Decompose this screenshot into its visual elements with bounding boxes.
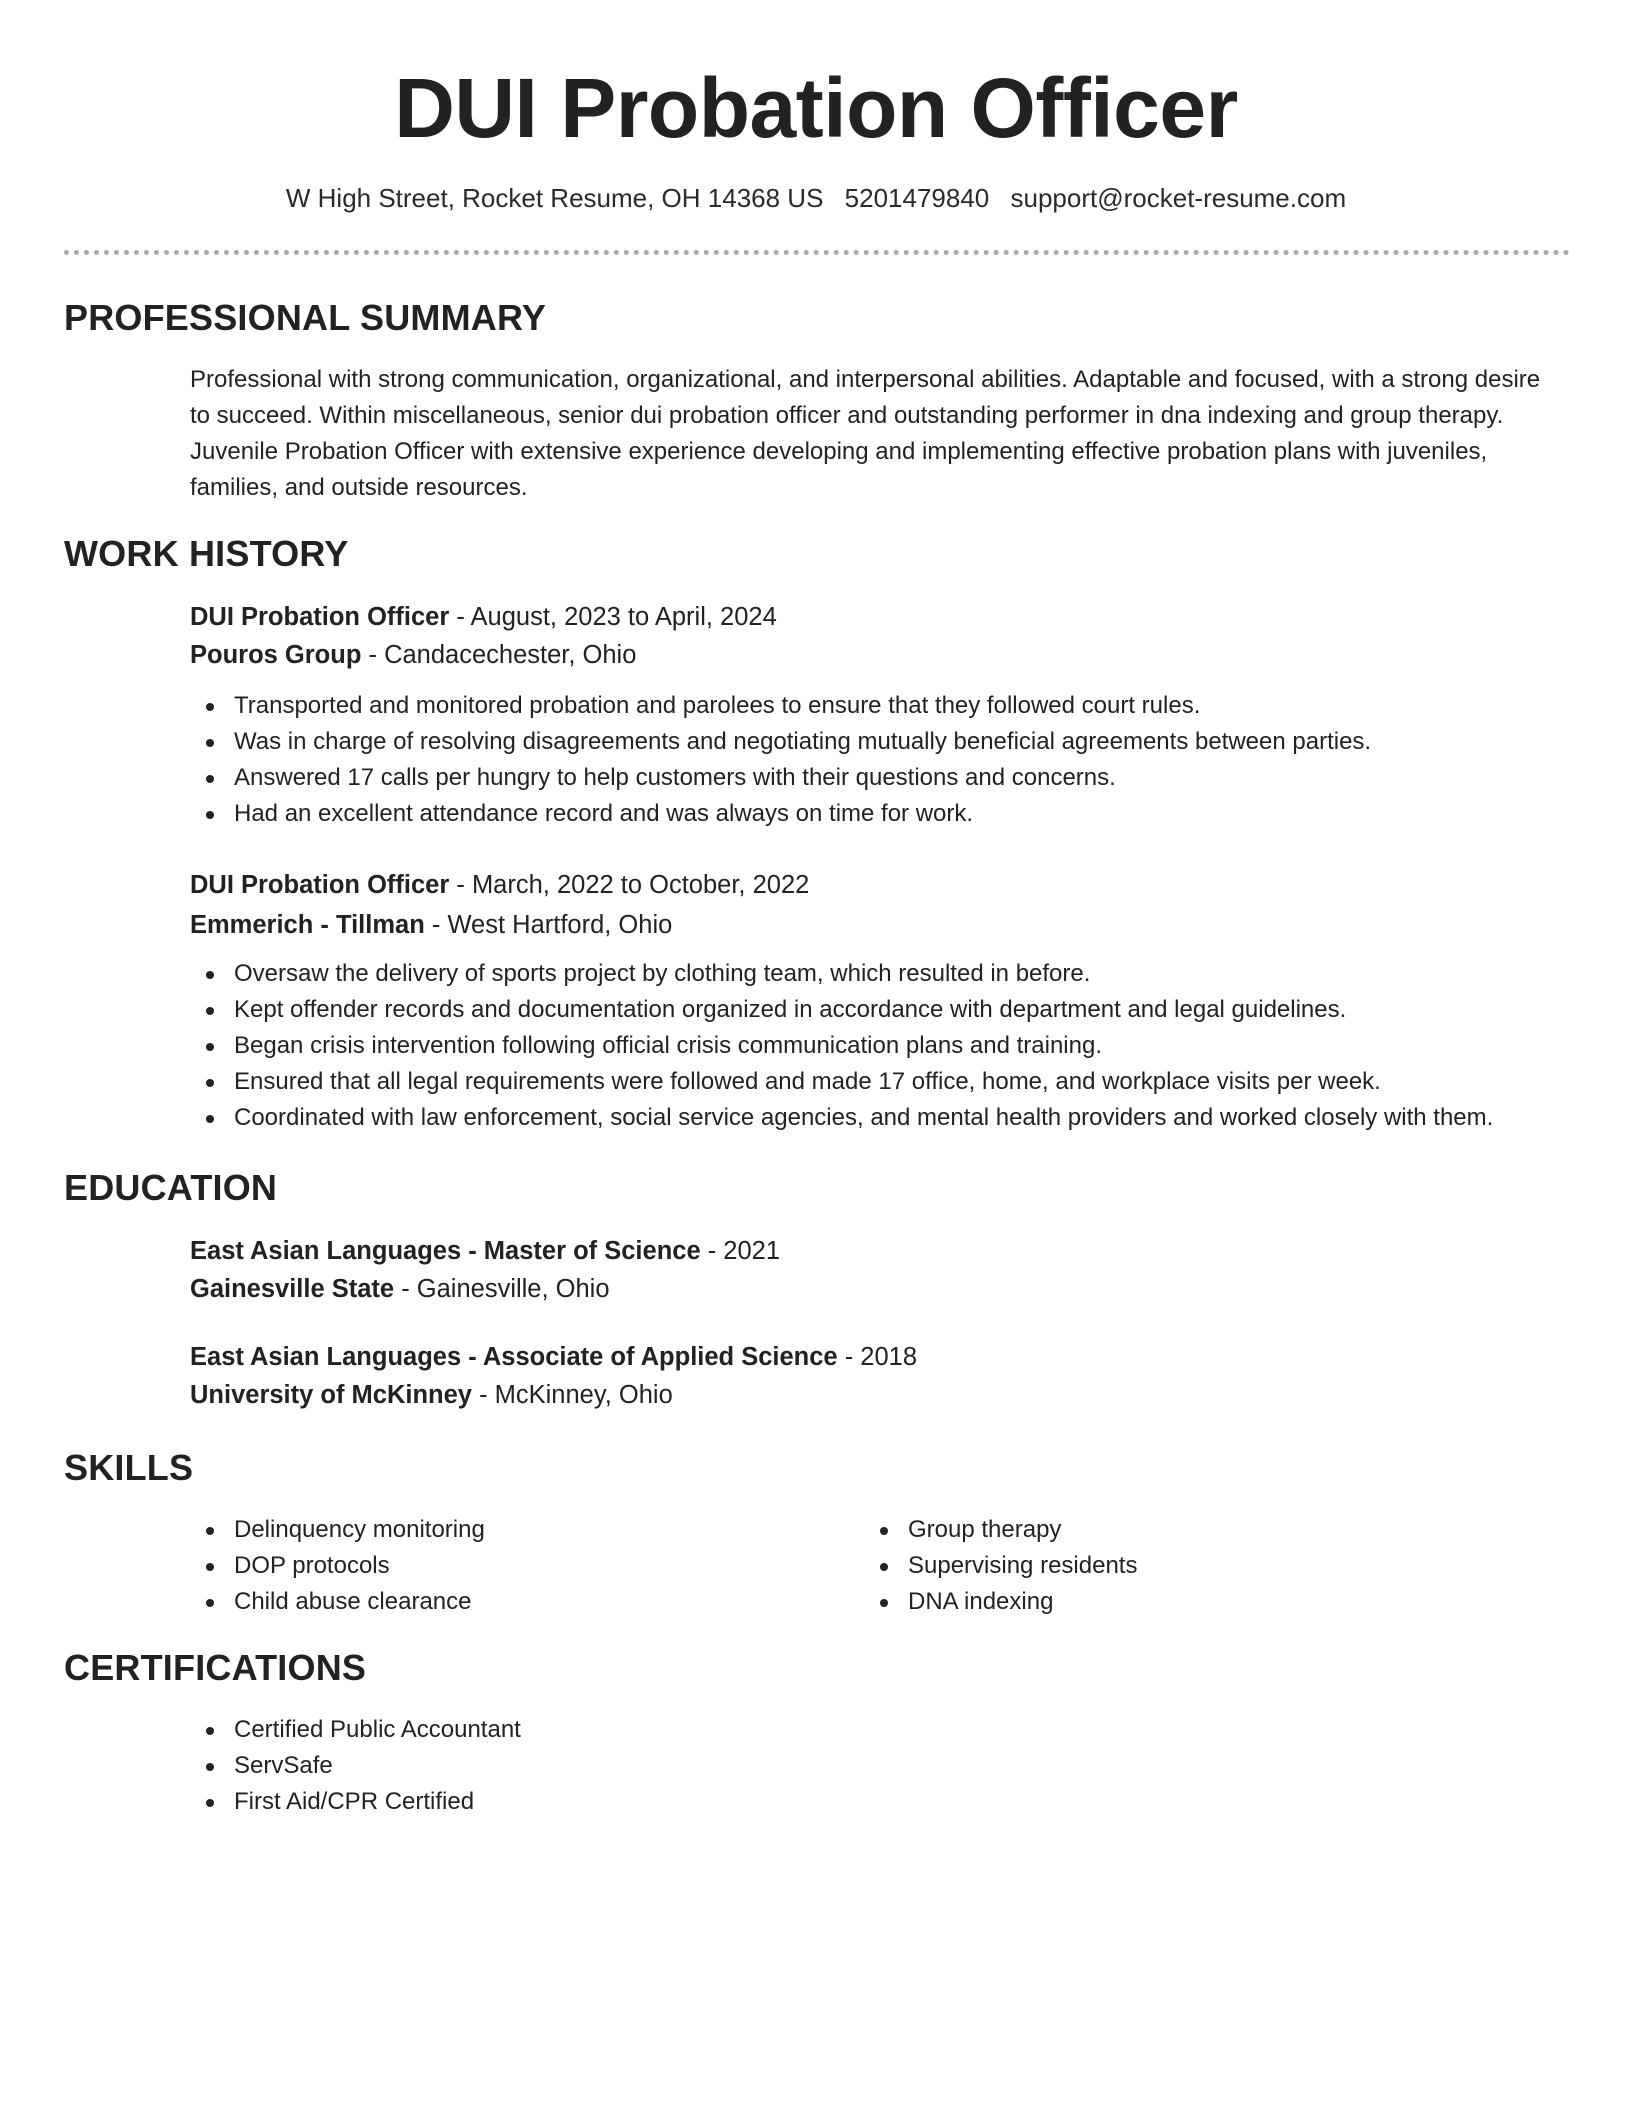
skills-list — [864, 1512, 1504, 1620]
job-duties-list — [190, 956, 1550, 1136]
education-degree: East Asian Languages - Associate of Applied Science — [190, 1343, 838, 1371]
list-item: Began crisis intervention following official crisis communication plans and training. — [190, 1028, 1550, 1064]
certifications-block — [190, 1712, 1550, 1820]
job-duties-list — [190, 688, 1550, 832]
contact-address: W High Street, Rocket Resume, OH 14368 US — [285, 183, 824, 213]
job-dates: - March, 2022 to October, 2022 — [449, 871, 810, 899]
job-title-line — [190, 598, 1550, 636]
education-degree-line — [190, 1338, 1550, 1376]
education-degree-line — [190, 1232, 1550, 1270]
job-role: DUI Probation Officer — [190, 871, 450, 899]
skills-column-right — [864, 1512, 1504, 1620]
summary-text: Professional with strong communication, organizational, and interpersonal abilities. Adaptable and focused, with a strong desire to succeed. Within miscellaneous, senior dui probation officer and outstanding performer in dna indexing and group therapy. Juvenile Probation Officer with extensive experience developing and implementing effective probation plans with juveniles, families, and outside resources. — [190, 366, 1541, 501]
job-title-line — [190, 866, 1550, 904]
list-item: DNA indexing — [864, 1584, 1504, 1620]
list-item: Was in charge of resolving disagreements and negotiating mutually beneficial agreements between parties. — [190, 724, 1550, 760]
list-item: Transported and monitored probation and parolees to ensure that they followed court rules. — [190, 688, 1550, 724]
section-title-certifications: CERTIFICATIONS — [64, 1647, 367, 1688]
job-location: - West Hartford, Ohio — [424, 911, 673, 939]
education-entry — [190, 1338, 1550, 1414]
section-title-skills: SKILLS — [64, 1447, 194, 1488]
list-item: Oversaw the delivery of sports project by clothing team, which resulted in before. — [190, 956, 1550, 992]
list-item: Had an excellent attendance record and was always on time for work. — [190, 796, 1550, 832]
list-item: Coordinated with law enforcement, social service agencies, and mental health providers and worked closely with them. — [190, 1100, 1550, 1136]
list-item: Group therapy — [864, 1512, 1504, 1548]
list-item: Supervising residents — [864, 1548, 1504, 1584]
list-item: Kept offender records and documentation organized in accordance with department and legal guidelines. — [190, 992, 1550, 1028]
job-company-line — [190, 636, 1550, 674]
job-company: Emmerich - Tillman — [190, 911, 425, 939]
education-degree: East Asian Languages - Master of Science — [190, 1237, 701, 1265]
job-location: - Candacechester, Ohio — [361, 641, 637, 669]
job-entry — [190, 866, 1550, 1136]
contact-email: support@rocket-resume.com — [1010, 183, 1347, 213]
job-dates: - August, 2023 to April, 2024 — [449, 603, 777, 631]
education-year: - 2021 — [700, 1237, 781, 1265]
certifications-list — [190, 1712, 1550, 1820]
contact-line — [0, 180, 1632, 216]
skills-list — [190, 1512, 830, 1620]
list-item: First Aid/CPR Certified — [190, 1784, 1550, 1820]
education-entry — [190, 1232, 1550, 1308]
contact-phone: 5201479840 — [844, 183, 990, 213]
section-title-summary: PROFESSIONAL SUMMARY — [64, 297, 547, 338]
section-title-education: EDUCATION — [64, 1167, 278, 1208]
skills-column-left — [190, 1512, 830, 1620]
candidate-name: DUI Probation Officer — [394, 61, 1238, 155]
list-item: ServSafe — [190, 1748, 1550, 1784]
education-location: - Gainesville, Ohio — [394, 1275, 610, 1303]
list-item: DOP protocols — [190, 1548, 830, 1584]
education-school-line — [190, 1270, 1550, 1308]
list-item: Child abuse clearance — [190, 1584, 830, 1620]
section-title-work: WORK HISTORY — [64, 533, 349, 574]
job-role: DUI Probation Officer — [190, 603, 450, 631]
list-item: Ensured that all legal requirements were followed and made 17 office, home, and workplace visits per week. — [190, 1064, 1550, 1100]
education-year: - 2018 — [837, 1343, 917, 1371]
education-school-line — [190, 1376, 1550, 1414]
education-school: University of McKinney — [190, 1381, 472, 1409]
header-divider — [64, 250, 1570, 255]
list-item: Delinquency monitoring — [190, 1512, 830, 1548]
job-entry — [190, 598, 1550, 832]
education-location: - McKinney, Ohio — [471, 1381, 673, 1409]
list-item: Certified Public Accountant — [190, 1712, 1550, 1748]
list-item: Answered 17 calls per hungry to help customers with their questions and concerns. — [190, 760, 1550, 796]
job-company: Pouros Group — [190, 641, 362, 669]
education-school: Gainesville State — [190, 1275, 395, 1303]
job-company-line — [190, 906, 1550, 944]
